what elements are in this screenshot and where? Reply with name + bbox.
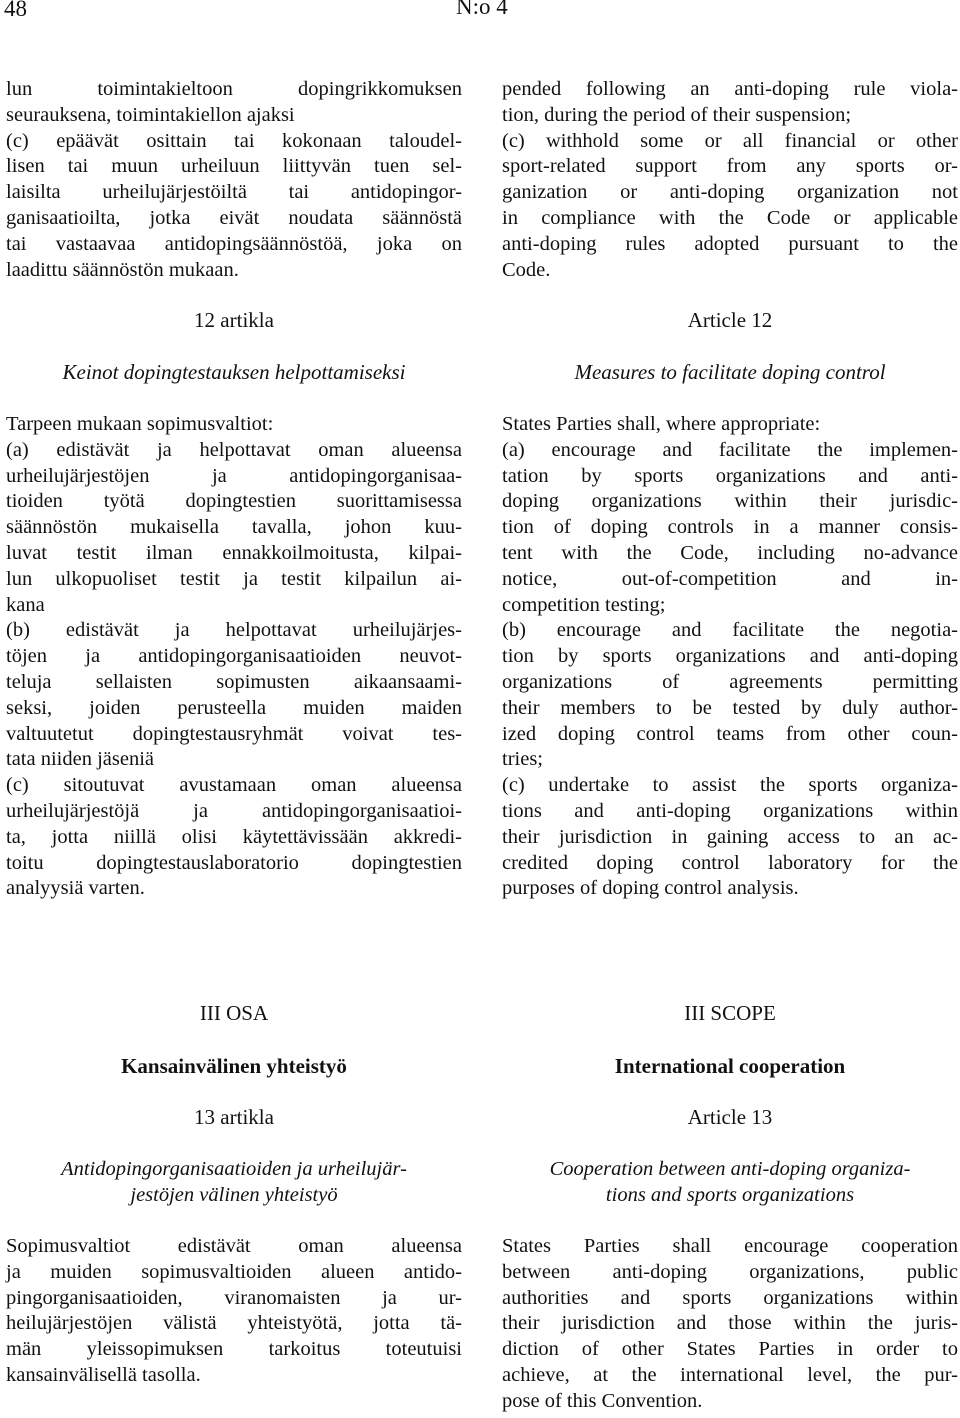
- text-line: (b) edistävät ja helpottavat urheilujärjes-: [6, 619, 462, 642]
- text-line: seurauksena, toimintakiellon ajaksi: [6, 103, 295, 126]
- text-line: pose of this Convention.: [502, 1389, 703, 1412]
- text-line: competition testing;: [502, 593, 666, 616]
- text-line: urheilujärjestöjen ja antidopingorganisaa-: [6, 464, 462, 487]
- text-line: valtuutetut dopingtestausryhmät voivat tes-: [6, 722, 462, 745]
- text-line: tion, during the period of their suspension;: [502, 103, 852, 126]
- text-line: purposes of doping control analysis.: [502, 877, 799, 900]
- text-line: laisilta urheilujärjestöiltä tai antidopingor-: [6, 181, 462, 204]
- text-line: Code.: [502, 258, 551, 281]
- right-article-12-title: Article 12: [687, 308, 773, 332]
- page-number: 48: [4, 0, 27, 21]
- text-line: States Parties shall, where appropriate:: [502, 413, 821, 435]
- text-line: Tarpeen mukaan sopimusvaltiot:: [6, 413, 274, 435]
- text-line: pingorganisaatioiden, viranomaisten ja ur-: [6, 1286, 462, 1309]
- series-number: N:o 4: [456, 0, 508, 19]
- right-continuation-text: [502, 77, 958, 283]
- text-line: tion of doping controls in a manner consis-: [502, 516, 958, 539]
- text-line: tions and anti-doping organizations within: [502, 799, 958, 822]
- text-line: diction of other States Parties in order to: [502, 1338, 958, 1361]
- text-line: män yleissopimuksen tarkoitus toteutuisi: [6, 1338, 462, 1361]
- right-article-12-body: [502, 412, 958, 902]
- text-line: tata niiden jäseniä: [6, 748, 154, 771]
- left-continuation-text: [6, 77, 462, 283]
- text-line: (a) encourage and facilitate the implemen-: [502, 438, 958, 461]
- text-line: Cooperation between anti-doping organiza-: [549, 1158, 911, 1180]
- left-part-3-heading: Kansainvälinen yhteistyö: [121, 1054, 347, 1078]
- text-line: organizations of agreements permitting: [502, 670, 958, 693]
- text-line: ja muiden sopimusvaltioiden alueen antido-: [6, 1260, 462, 1283]
- text-line: notice, out-of-competition and in-: [502, 567, 958, 590]
- left-article-13-heading: [6, 1157, 462, 1209]
- text-line: anti-doping rules adopted pursuant to the: [502, 232, 958, 255]
- text-line: tries;: [502, 748, 543, 771]
- text-line: Sopimusvaltiot edistävät oman alueensa: [6, 1235, 462, 1257]
- text-line: (c) undertake to assist the sports organiza-: [502, 774, 958, 797]
- text-line: kana: [6, 593, 45, 616]
- right-article-13-heading: [502, 1157, 958, 1209]
- text-line: States Parties shall encourage cooperation: [502, 1235, 958, 1257]
- text-line: authorities and sports organizations within: [502, 1286, 958, 1309]
- left-article-13-body: [6, 1234, 462, 1389]
- text-line: ta, jotta niillä olisi käytettävissään akkredi-: [6, 825, 462, 848]
- text-line: Antidopingorganisaatioiden ja urheilujär-: [61, 1158, 407, 1180]
- text-line: tation by sports organizations and anti-: [502, 464, 958, 487]
- text-line: toitu dopingtestauslaboratorio dopingtestien: [6, 851, 462, 874]
- text-line: kansainvälisellä tasolla.: [6, 1363, 201, 1386]
- text-line: luvat testit ilman ennakkoilmoitusta, kilpai-: [6, 541, 462, 564]
- text-line: tions and sports organizations: [605, 1183, 855, 1206]
- text-line: säännöstön mukaisella tavalla, johon kuu-: [6, 516, 462, 539]
- text-line: teluja sellaisten sopimusten aikaansaami-: [6, 670, 462, 693]
- right-article-12-heading: Measures to facilitate doping control: [574, 360, 886, 384]
- text-line: töjen ja antidopingorganisaatioiden neuvot-: [6, 645, 462, 668]
- right-part-3-heading: International cooperation: [614, 1054, 846, 1078]
- text-line: (c) epäävät osittain tai kokonaan taloudel-: [6, 129, 462, 152]
- text-line: between anti-doping organizations, public: [502, 1260, 958, 1283]
- text-line: in compliance with the Code or applicable: [502, 206, 958, 229]
- left-article-12-title: 12 artikla: [194, 308, 274, 332]
- text-line: (c) sitoutuvat avustamaan oman alueensa: [6, 774, 462, 797]
- text-line: tai vastaavaa antidopingsäännöstöä, joka on: [6, 232, 462, 255]
- text-line: pended following an anti-doping rule viola-: [502, 78, 958, 100]
- right-article-13-title: Article 13: [687, 1105, 773, 1129]
- text-line: tent with the Code, including no-advance: [502, 541, 958, 564]
- text-line: (b) encourage and facilitate the negotia-: [502, 619, 958, 642]
- text-line: their members to be tested by duly author-: [502, 696, 958, 719]
- text-line: jestöjen välinen yhteistyö: [130, 1183, 338, 1206]
- text-line: tioiden työtä dopingtestien suorittamisessa: [6, 490, 462, 513]
- text-line: their jurisdiction and those within the juris-: [502, 1312, 958, 1335]
- text-line: ized doping control teams from other coun-: [502, 722, 958, 745]
- left-part-3-title: III OSA: [199, 1001, 269, 1025]
- text-line: lun toimintakieltoon dopingrikkomuksen: [6, 78, 462, 100]
- left-article-13-title: 13 artikla: [194, 1105, 274, 1129]
- text-line: achieve, at the international level, the pur-: [502, 1363, 958, 1386]
- right-article-13-body: [502, 1234, 958, 1415]
- text-line: laadittu säännöstön mukaan.: [6, 258, 239, 281]
- text-line: urheilujärjestöjä ja antidopingorganisaatioi-: [6, 799, 462, 822]
- text-line: seksi, joiden perusteella muiden maiden: [6, 696, 462, 719]
- text-line: tion by sports organizations and anti-doping: [502, 645, 958, 668]
- text-line: (c) withhold some or all financial or other: [502, 129, 958, 152]
- text-line: their jurisdiction in gaining access to an ac-: [502, 825, 958, 848]
- text-line: heilujärjestöjen välistä yhteistyötä, jotta tä-: [6, 1312, 462, 1335]
- text-line: lisen tai muun urheiluun liittyvän tuen sel-: [6, 155, 462, 178]
- left-article-12-heading: Keinot dopingtestauksen helpottamiseksi: [62, 360, 406, 384]
- text-line: analyysiä varten.: [6, 877, 145, 900]
- text-line: (a) edistävät ja helpottavat oman alueensa: [6, 438, 462, 461]
- text-line: ganization or anti-doping organization not: [502, 181, 958, 204]
- text-line: ganisaatioilta, jotka eivät noudata säännöstä: [6, 206, 462, 229]
- right-part-3-title: III SCOPE: [684, 1001, 776, 1025]
- left-article-12-body: [6, 412, 462, 902]
- text-line: credited doping control laboratory for the: [502, 851, 958, 874]
- text-line: lun ulkopuoliset testit ja testit kilpailun ai-: [6, 567, 462, 590]
- text-line: doping organizations within their jurisdic-: [502, 490, 958, 513]
- text-line: sport-related support from any sports or-: [502, 155, 958, 178]
